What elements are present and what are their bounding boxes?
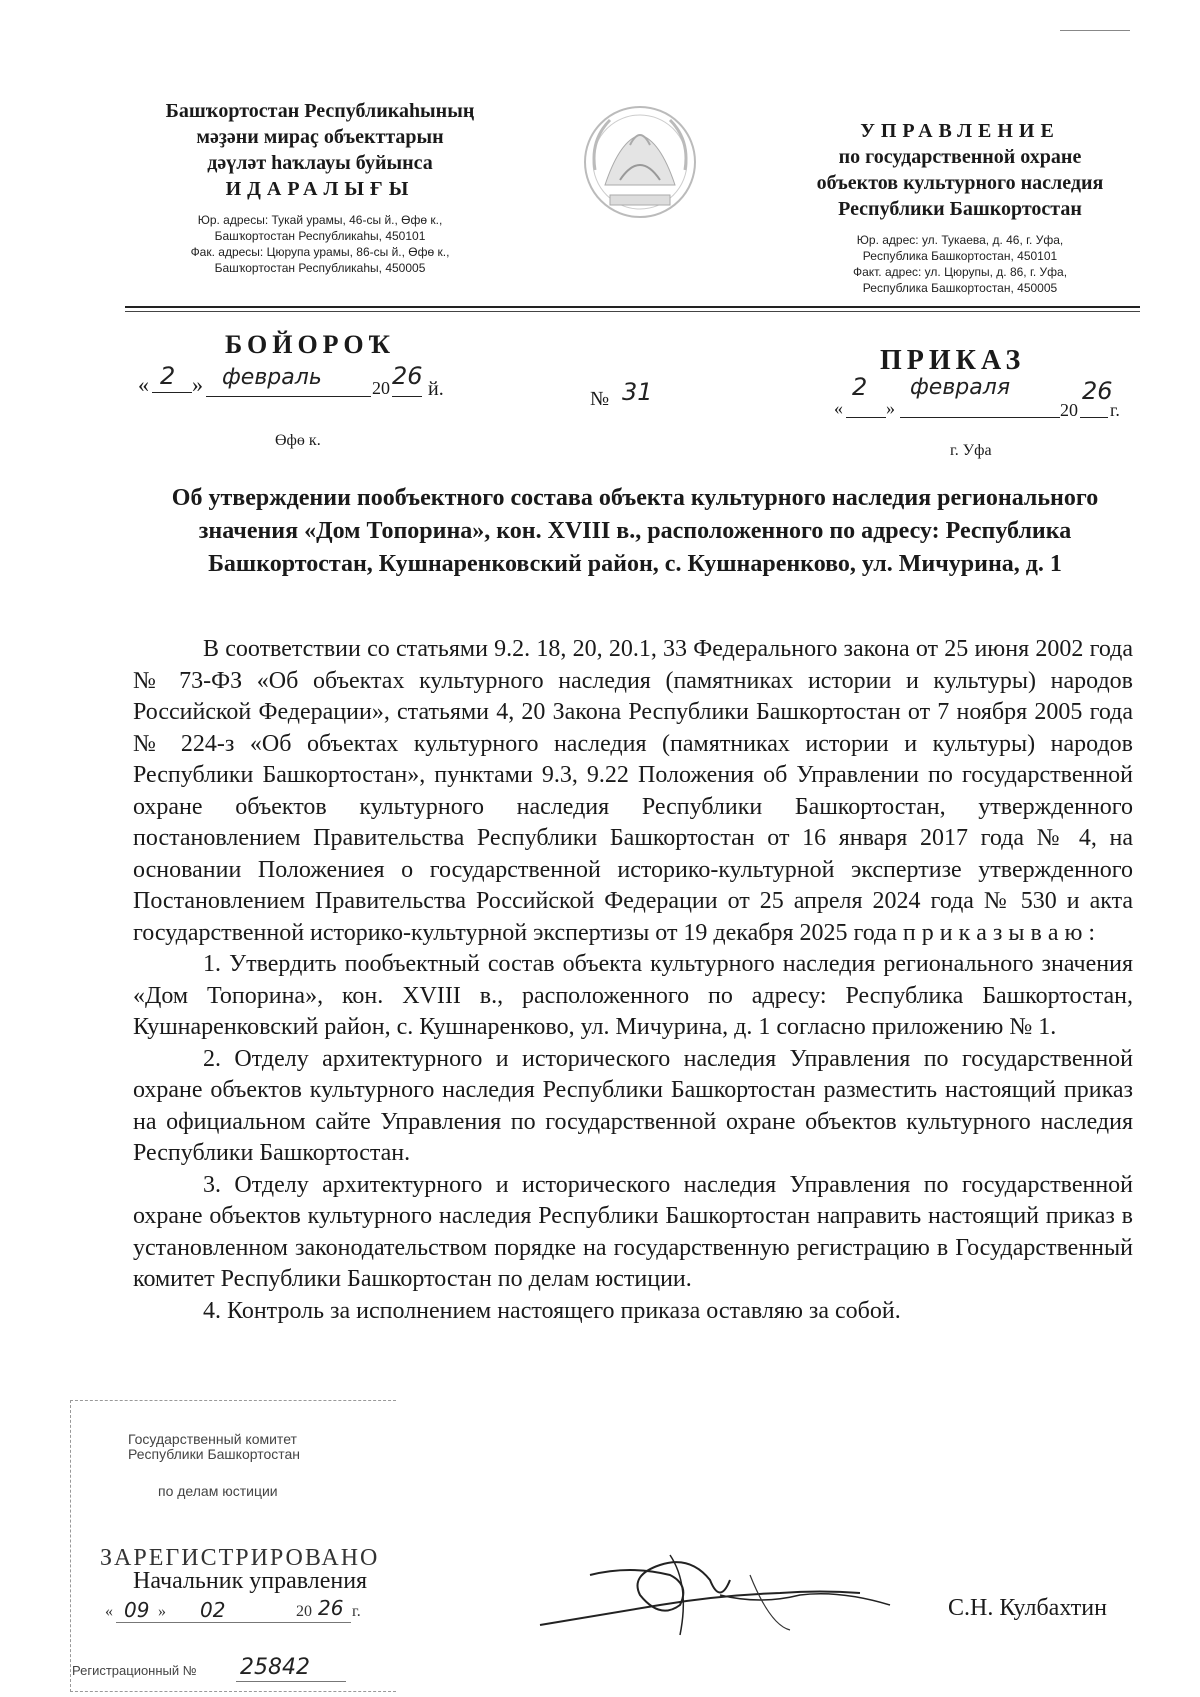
order-number-value: 31 <box>622 378 653 406</box>
date-ru-year-suffix: 26 <box>1082 377 1113 405</box>
date-ba-year-mark: й. <box>428 378 444 400</box>
stamp-reg-underline <box>236 1681 346 1682</box>
stamp-date-open-quote: « <box>105 1603 113 1620</box>
header-ru-org: УПРАВЛЕНИЕ <box>860 120 1060 142</box>
address-line: Республика Башкортостан, 450005 <box>862 281 1058 295</box>
date-ru-year-prefix: 20 <box>1060 400 1078 420</box>
stamp-date-underline <box>116 1622 351 1623</box>
order-number-label: № <box>590 388 610 410</box>
stamp-date-month: 02 <box>200 1598 226 1622</box>
header-ba-line-3: дәүләт һаҡлауы буйынса <box>207 152 433 174</box>
header-divider-thin <box>125 311 1140 312</box>
header-divider <box>125 306 1140 308</box>
date-ru-close-quote: » <box>886 398 895 418</box>
header-ru-address <box>760 232 1160 296</box>
signer-name: С.Н. Кулбахтин <box>948 1595 1107 1621</box>
header-ba-line-1: Башҡортостан Республикаһының <box>165 100 475 122</box>
date-ba-year-suffix: 26 <box>392 362 423 390</box>
address-line: Юр. адрес: ул. Тукаева, д. 46, г. Уфа, <box>856 233 1064 247</box>
stamp-date-day: 09 <box>124 1598 150 1622</box>
date-ru-year-underline <box>1080 417 1108 418</box>
stamp-committee-line-1: Государственный комитет <box>128 1431 297 1447</box>
address-line: Республика Башкортостан, 450101 <box>862 249 1058 263</box>
stamp-reg-number-label: Регистрационный № <box>72 1663 197 1678</box>
date-ba-day-underline <box>152 392 192 393</box>
date-ru-open-quote: « <box>834 398 843 418</box>
date-ba-year-prefix: 20 <box>372 378 390 398</box>
stamp-date-close-quote: » <box>158 1603 166 1620</box>
document-title: Об утверждении пообъектного состава объекта культурного наследия регионального значения «Дом Топорина», кон. XVIII в., расположенного по адресу: Республика Башкортостан, Кушнаренковский район, с. Кушнаренково, ул. Мичурина, д. 1 <box>171 485 1099 577</box>
city-ru: г. Уфа <box>950 442 992 459</box>
stamp-date-year-mark: г. <box>352 1603 361 1620</box>
address-line: Башҡортостан Республикаһы, 450101 <box>214 229 426 243</box>
address-line: Юр. адресы: Тукай урамы, 46-сы й., Өфө к., <box>197 213 443 227</box>
order-item-2: 2. Отделу архитектурного и исторического наследия Управления по государственной охране объектов культурного наследия Республики Башкортостан разместить настоящий приказ на официальном сайте Управления по государственной охране объектов культурного наследия Республики Башкортостан. <box>133 1045 1133 1166</box>
date-ru-year-mark: г. <box>1110 400 1120 420</box>
stamp-registered-label: ЗАРЕГИСТРИРОВАНО <box>100 1545 380 1571</box>
date-ru-day: 2 <box>852 373 868 401</box>
address-line: Фак. адресы: Цюрупа урамы, 86-сы й., Өфө к., <box>190 245 450 259</box>
date-ba-month: февраль <box>222 365 322 390</box>
signature-graphic <box>520 1535 910 1645</box>
order-title-ba: БОЙОРОҠ <box>225 330 396 359</box>
order-title-ru: ПРИКАЗ <box>880 345 1026 376</box>
stamp-date-year-suffix: 26 <box>318 1596 344 1620</box>
header-ba-line-2: мәҙәни мираҫ объекттарын <box>196 126 444 148</box>
stamp-committee-line-2: Республики Башкортостан <box>128 1446 301 1462</box>
date-ru-day-underline <box>846 417 886 418</box>
stamp-date-year-prefix: 20 <box>296 1603 312 1620</box>
order-item-3: 3. Отделу архитектурного и исторического наследия Управления по государственной охране объектов культурного наследия Республики Башкортостан направить настоящий приказ в установленном законодательством порядке на государственную регистрацию в Государственный комитет Республики Башкортостан по делам юстиции. <box>133 1171 1133 1292</box>
document-body <box>133 634 1133 1327</box>
date-ru-month: февраля <box>910 375 1011 400</box>
date-ru-month-underline <box>900 417 1060 418</box>
stamp-reg-number: 25842 <box>240 1655 310 1680</box>
order-item-4: 4. Контроль за исполнением настоящего приказа оставляю за собой. <box>203 1297 901 1324</box>
header-ba-org: ИДАРАЛЫҒЫ <box>225 178 415 200</box>
scan-mark <box>1060 30 1130 31</box>
header-ru-line-2: объектов культурного наследия <box>816 172 1104 194</box>
header-ba-address <box>120 212 520 276</box>
order-item-1: 1. Утвердить пообъектный состав объекта культурного наследия регионального значения «Дом Топорина», кон. XVIII в., расположенного по адресу: Республика Башкортостан, Кушнаренковский район, с. Кушнаренково, ул. Мичурина, д. 1 согласно приложению № 1. <box>133 951 1133 1040</box>
signer-position: Начальник управления <box>133 1568 368 1594</box>
date-ba-year-underline <box>392 396 422 397</box>
header-ru-line-1: по государственной охране <box>838 146 1082 168</box>
date-ba-month-underline <box>206 396 371 397</box>
coat-of-arms-emblem <box>575 100 705 225</box>
header-bashkir <box>120 98 520 276</box>
date-ba-day: 2 <box>160 362 176 390</box>
address-line: Факт. адрес: ул. Цюрупы, д. 86, г. Уфа, <box>852 265 1068 279</box>
city-ba: Өфө к. <box>275 432 321 449</box>
preamble-paragraph: В соответствии со статьями 9.2. 18, 20, 20.1, 33 Федерального закона от 25 июня 2002 года № 73-ФЗ «Об объектах культурного наследия (памятниках истории и культуры) народов Российской Федерации», статьями 4, 20 Закона Республики Башкортостан от 7 ноября 2005 года № 224-з «Об объектах культурного наследия (памятниках истории и культуры) народов Республики Башкортостан», пунктами 9.3, 9.22 Положения об Управлении по государственной охране объектов культурного наследия Республики Башкортостан, утвержденного постановлением Правительства Республики Башкортостан от 16 января 2017 года № 4, на основании Положениея о государственной историко-культурной экспертизе утвержденного Постановлением Правительства Российской Федерации от 25 апреля 2024 года № 530 и акта государственной историко-культурной экспертизы от 19 декабря 2025 года п р и к а з ы в а ю : <box>133 636 1133 946</box>
header-ru-line-3: Республики Башкортостан <box>838 198 1082 220</box>
date-ba-open-quote: « <box>138 372 149 397</box>
date-ba-close-quote: » <box>192 372 203 397</box>
stamp-committee-line-3: по делам юстиции <box>158 1483 278 1499</box>
address-line: Башҡортостан Республикаһы, 450005 <box>214 261 426 275</box>
header-russian <box>760 118 1160 296</box>
